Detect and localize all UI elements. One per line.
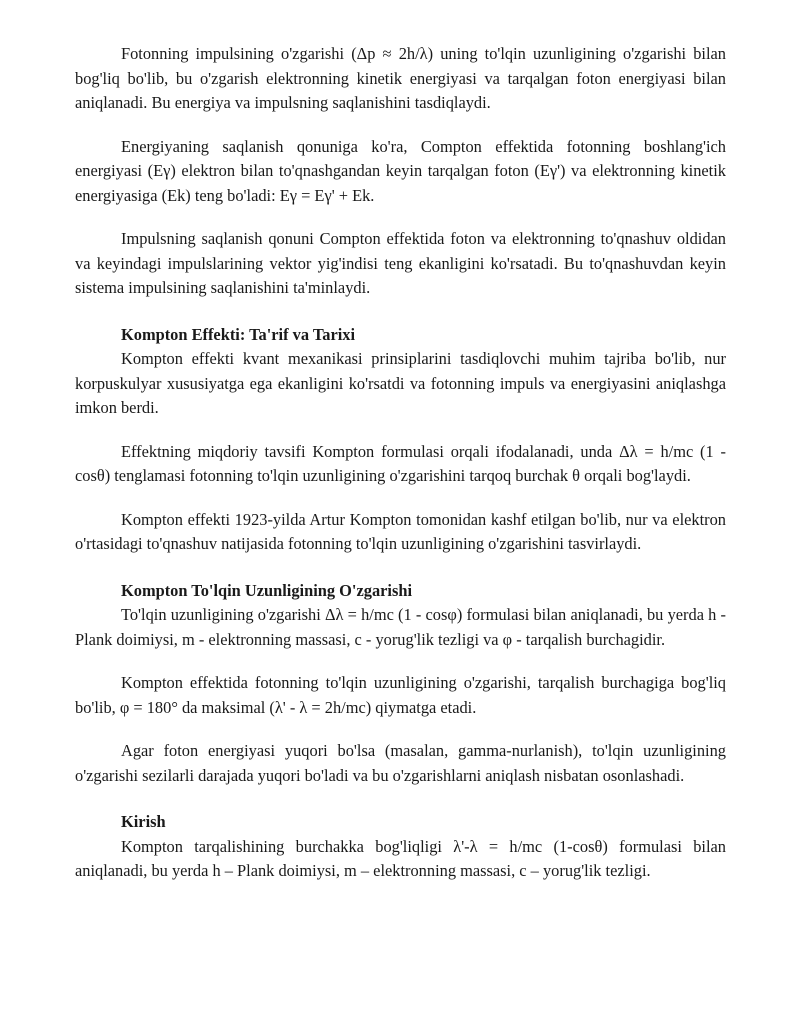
- paragraph-gamma-radiation: Agar foton energiyasi yuqori bo'lsa (masalan, gamma-nurlanish), to'lqin uzunligining o'zgarishi sezilarli darajada yuqori bo'ladi va bu o'zgarishlarni aniqlash nisbatan osonlashadi.: [75, 741, 726, 785]
- paragraph-quantum-experiment: Kompton effekti kvant mexanikasi prinsiplarini tasdiqlovchi muhim tajriba bo'lib, nur korpuskulyar xususiyatga ega ekanligini ko'rsatdi va fotonning impuls va energiyasini aniqlashga imkon berdi.: [75, 349, 726, 417]
- heading-introduction: Kirish: [121, 812, 166, 831]
- paragraph-angle-dependence: Kompton tarqalishining burchakka bog'liqligi λ'-λ = h/mc (1-cosθ) formulasi bilan aniqlanadi, bu yerda h – Plank doimiysi, m – elektronning massasi, c – yorug'lik tezligi.: [75, 836, 726, 880]
- paragraph-max-shift: Kompton effektida fotonning to'lqin uzunligining o'zgarishi, tarqalish burchagiga bog'liq bo'lib, φ = 180° da maksimal (λ' - λ = 2h/mc) qiymatga etadi.: [75, 673, 726, 717]
- paragraph-wavelength-formula: To'lqin uzunligining o'zgarishi Δλ = h/mc (1 - cosφ) formulasi bilan aniqlanadi, bu yerda h - Plank doimiysi, m - elektronning massasi, c - yorug'lik tezligi va φ - tarqalish burchagidir.: [75, 605, 726, 649]
- heading-wavelength-change: Kompton To'lqin Uzunligining O'zgarishi: [121, 580, 413, 600]
- paragraph-energy-conservation: Energiyaning saqlanish qonuniga ko'ra, Compton effektida fotonning boshlang'ich energiyasi (Eγ) elektron bilan to'qnashgandan keyin tarqalgan foton (Eγ') va elektronning kinetik energiyasiga (Ek) teng bo'ladi: Eγ = Eγ' + Ek.: [75, 136, 726, 205]
- paragraph-momentum-conservation: Impulsning saqlanish qonuni Compton effektida foton va elektronning to'qnashuv oldidan va keyindagi impulslarining vektor yig'indisi teng ekanligini ko'rsatadi. Bu to'qnashuvdan keyin sistema impulsining saqlanishini ta'minlaydi.: [75, 229, 726, 297]
- document-page: [75, 42, 726, 884]
- paragraph-compton-formula: Effektning miqdoriy tavsifi Kompton formulasi orqali ifodalanadi, unda Δλ = h/mc (1 - cosθ) tenglamasi fotonning to'lqin uzunligining o'zgarishini tarqoq burchak θ orqali bog'laydi.: [75, 441, 726, 485]
- paragraph-discovery-1923: Kompton effekti 1923-yilda Artur Kompton tomonidan kashf etilgan bo'lib, nur va elektron o'rtasidagi to'qnashuv natijasida fotonning to'lqin uzunligining o'zgarishini tasvirlaydi.: [75, 509, 726, 553]
- paragraph-impulse-change: Fotonning impulsining o'zgarishi (Δp ≈ 2h/λ) uning to'lqin uzunligining o'zgarishi bilan bog'liq bo'lib, bu o'zgarish elektronning kinetik energiyasi va tarqalgan foton energiyasi bilan aniqlanadi. Bu energiya va impulsning saqlanishini tasdiqlaydi.: [75, 44, 726, 112]
- heading-definition-history: Kompton Effekti: Ta'rif va Tarixi: [121, 324, 356, 344]
